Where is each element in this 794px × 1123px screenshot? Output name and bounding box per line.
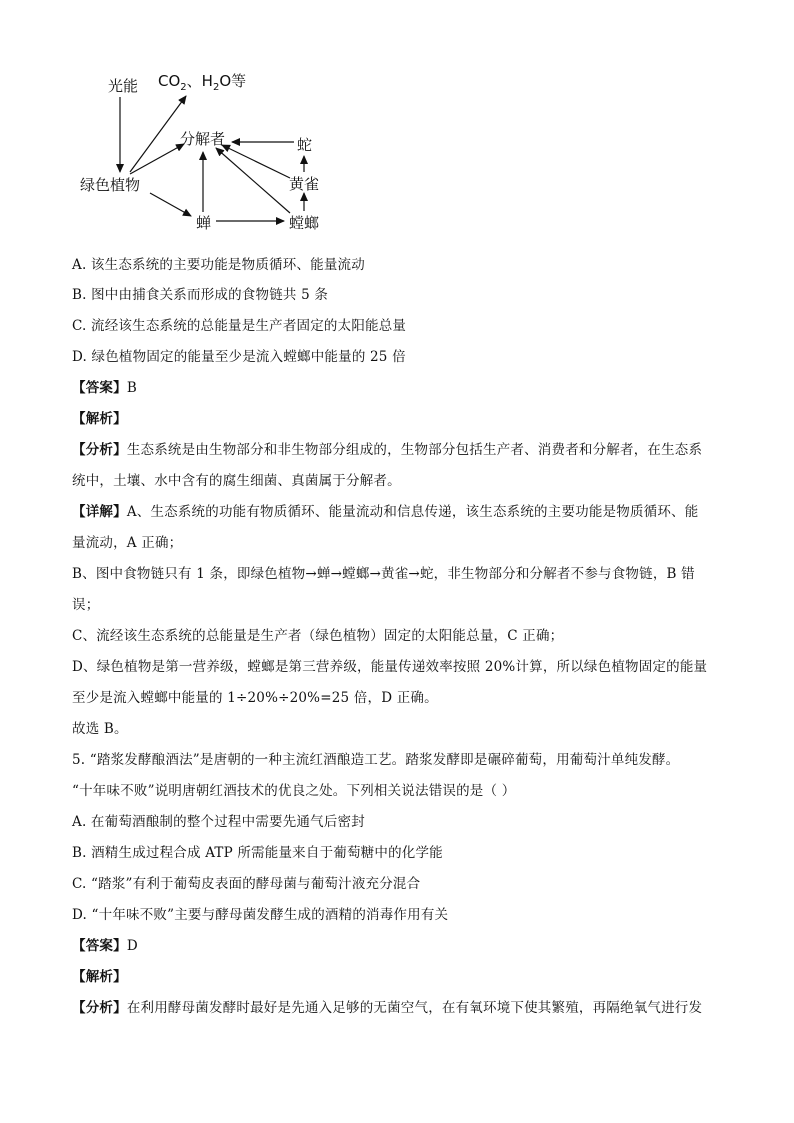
answer-tag: 【答案】 [72, 938, 127, 954]
q4-option-d: D. 绿色植物固定的能量至少是流入螳螂中能量的 25 倍 [72, 349, 406, 365]
q4-jiexi-tag: 【解析】 [72, 411, 127, 427]
q4-detail-a-line-1 [72, 502, 698, 522]
q5-option-d: D. “十年味不败”主要与酵母菌发酵生成的酒精的消毒作用有关 [72, 907, 449, 923]
analysis-tag: 【分析】 [72, 442, 127, 458]
arrow-plant-to-decomposer [130, 144, 184, 174]
label-cicada: 蝉 [196, 214, 212, 232]
arrow-plant-to-cicada [150, 193, 191, 216]
label-mantis: 螳螂 [289, 214, 320, 232]
q5-analysis-line-1 [72, 998, 702, 1018]
q5-answer [72, 936, 138, 956]
q4-option-b: B. 图中由捕食关系而形成的食物链共 5 条 [72, 287, 329, 303]
q4-analysis-line-1 [72, 440, 702, 460]
detail-a-text: A、生态系统的功能有物质循环、能量流动和信息传递，该生态系统的主要功能是物质循环、能 [126, 504, 699, 520]
label-co2-h2o: $CO_2$、$H_2O$等 [158, 72, 247, 93]
analysis-tag: 【分析】 [72, 1000, 127, 1016]
q5-jiexi-tag: 【解析】 [72, 969, 127, 985]
q4-conclusion: 故选 B。 [72, 721, 128, 737]
label-green-plant: 绿色植物 [80, 176, 141, 194]
q4-detail-c-line-1: C、流经该生态系统的总能量是生产者（绿色植物）固定的太阳能总量，C 正确； [72, 628, 564, 644]
answer-tag: 【答案】 [72, 380, 127, 396]
analysis-text: 在利用酵母菌发酵时最好是先通入足够的无菌空气，在有氧环境下使其繁殖，再隔绝氧气进行发 [126, 1000, 703, 1016]
q4-option-a: A. 该生态系统的主要功能是物质循环、能量流动 [72, 257, 365, 273]
q4-detail-b-line-2: 误； [72, 597, 100, 613]
label-light-energy: 光能 [108, 77, 139, 95]
detail-tag: 【详解】 [72, 504, 127, 520]
q4-detail-b-line-1: B、图中食物链只有 1 条，即绿色植物→蝉→螳螂→黄雀→蛇，非生物部分和分解者不参与食物链，B 错 [72, 566, 695, 582]
label-oriole: 黄雀 [289, 175, 320, 193]
q4-detail-a-line-2: 量流动，A 正确； [72, 535, 183, 551]
food-web-diagram [0, 0, 794, 250]
answer-value: D [126, 938, 138, 954]
arrow-plant-to-co2 [130, 96, 186, 172]
label-decomposer: 分解者 [180, 130, 226, 148]
answer-value: B [126, 380, 137, 396]
analysis-text: 生态系统是由生物部分和非生物部分组成的，生物部分包括生产者、消费者和分解者，在生态系 [126, 442, 703, 458]
q4-detail-d-line-1: D、绿色植物是第一营养级，螳螂是第三营养级，能量传递效率按照 20%计算，所以绿色植物固定的能量 [72, 659, 708, 675]
q5-option-b: B. 酒精生成过程合成 ATP 所需能量来自于葡萄糖中的化学能 [72, 845, 443, 861]
q5-stem-line-2: “十年味不败”说明唐朝红酒技术的优良之处。下列相关说法错误的是（ ） [72, 783, 516, 799]
q5-option-a: A. 在葡萄酒酿制的整个过程中需要先通气后密封 [72, 814, 365, 830]
q4-answer [72, 378, 137, 398]
q4-analysis-line-2: 统中，土壤、水中含有的腐生细菌、真菌属于分解者。 [72, 473, 401, 489]
q4-option-c: C. 流经该生态系统的总能量是生产者固定的太阳能总量 [72, 318, 407, 334]
q5-stem-line-1: 5. “踏浆发酵酿酒法”是唐朝的一种主流红酒酿造工艺。踏浆发酵即是碾碎葡萄，用葡萄汁单纯发酵。 [72, 752, 680, 768]
label-snake: 蛇 [297, 136, 313, 154]
q4-detail-d-line-2: 至少是流入螳螂中能量的 1÷20%÷20%=25 倍，D 正确。 [72, 690, 438, 706]
arrow-mantis-to-decomposer [216, 148, 290, 213]
q5-option-c: C. “踏浆”有利于葡萄皮表面的酵母菌与葡萄汁液充分混合 [72, 876, 421, 892]
